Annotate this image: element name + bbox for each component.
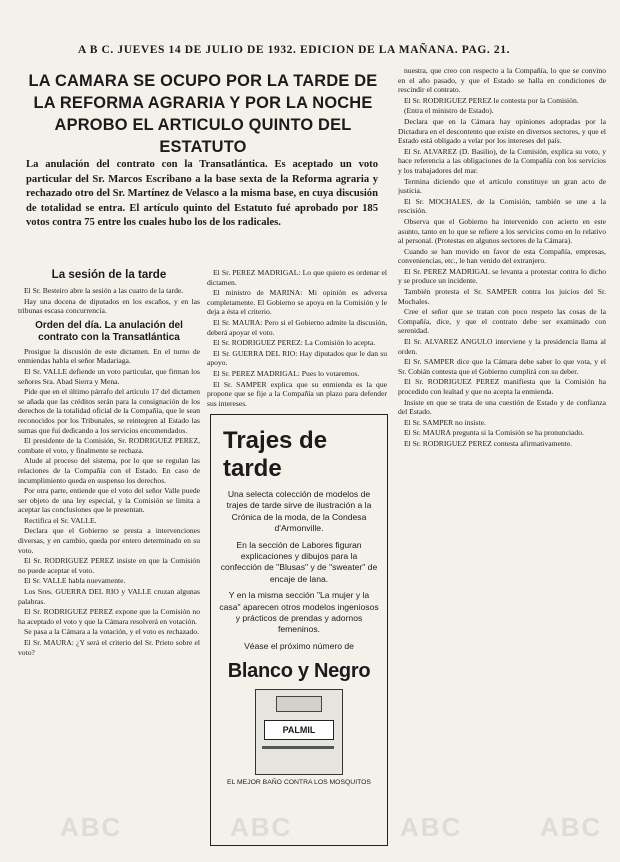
paragraph: El Sr. RODRIGUEZ PEREZ insiste en que la Comisión no puede aceptar el voto. <box>18 556 200 575</box>
ad-paragraph: Y en la misma sección "La mujer y la casa" aparecen otros modelos ingeniosos y prácticos de prendas y adornos femeninos. <box>219 590 379 635</box>
paragraph: El Sr. SAMPER no insiste. <box>404 417 486 427</box>
paragraph: El Sr. ALVAREZ (D. Basilio), de la Comisión, explica su voto, y hace referencia a las obligaciones de la Compañía con los servicios y los trabajadores del mar. <box>398 146 606 175</box>
paragraph: Por otra parte, entiende que el voto del señor Valle puede ser objeto de una ley especial, y la Comisión se limita a aceptar las conclusiones que le presentan. <box>18 486 200 515</box>
paragraph: Declara que el Gobierno se presta a intervenciones diversas, y en cambio, queda por entero determinado en su voto. <box>18 526 200 555</box>
paragraph: nuestra, que creo con respecto a la Compañía, lo que se convino en el año pasado, y que el Estado se halla en condiciones de rescindir el contrato. <box>398 66 606 95</box>
paragraph: El Sr. RODRIGUEZ PEREZ expone que la Comisión no ha aceptado el voto y que la Cámara resolverá en votación. <box>18 607 200 626</box>
paragraph: Cree el señor que se tratan con poco respeto las cosas de la Compañía, dice, y que el contrato debe ser examinado con serenidad. <box>398 307 606 336</box>
column-right <box>398 66 606 851</box>
abc-watermark: ABC <box>400 812 463 842</box>
product-band <box>262 746 334 749</box>
paragraph: Termina diciendo que el artículo constituye un gran acto de justicia. <box>398 176 606 196</box>
paragraph: Pide que en el último párrafo del artículo 17 del dictamen se añada que las créditos serán para la consignación de los derechos de la totalidad oficial de la Compañía, que le sean reconocidos por los Tribunales, se reintegren al Estado las sumas que fui dedicando a los servicios encomendados. <box>18 387 200 435</box>
ad-title: Trajes de tarde <box>223 427 328 482</box>
advertisement-box <box>210 414 388 846</box>
paragraph: Alude al proceso del sistema, por lo que se regulan las relaciones de la Compañía con el Estado. En caso de incumplimiento queda en suspenso los derechos. <box>18 456 200 485</box>
abc-watermark: ABC <box>230 812 293 842</box>
paragraph: El Sr. GUERRA DEL RIO: Hay diputados que le dan su apoyo. <box>207 348 387 368</box>
product-label: PALMIL <box>264 720 334 740</box>
paragraph: El Sr. PEREZ MADRIGAL: Pues lo votaremos. <box>213 368 360 378</box>
product-caption: EL MEJOR BAÑO CONTRA LOS MOSQUITOS <box>227 779 371 787</box>
paragraph: El Sr. SAMPER explica que su enmienda es la que propone que se fije a la Compañía un plazo para defender sus intereses. <box>207 379 387 408</box>
article-summary: La anulación del contrato con la Transatlántica. Es aceptado un voto particular del Sr. Marcos Escribano a la base sexta de la Reforma agraria y rechazado otro del Sr. Martínez de Velasco a la misma base, en cuya discusión de totalidad se entra. El artículo quinto del Estatuto fué aprobado por 185 votos contra 75 entre los cuales hubo los de los radicales. <box>26 159 378 229</box>
section-title: La sesión de la tarde <box>51 268 167 281</box>
paragraph: Declara que en la Cámara hay opiniones adoptadas por la Dictadura en el descontento que existe en diversos sectores, y que el Estado está obligado a velar por los intereses del país. <box>398 116 606 146</box>
paragraph: Prosigue la discusión de este dictamen. En el turno de enmiendas habla el señor Madariaga. <box>18 346 200 366</box>
product-box-image <box>255 689 343 775</box>
ad-cta: Véase el próximo número de <box>244 640 354 651</box>
paragraph: Se pasa a la Cámara a la votación, y el voto es rechazado. <box>24 627 200 637</box>
paragraph: Rectifica el Sr. VALLE. <box>24 515 97 525</box>
paragraph: Observa que el Gobierno ha intervenido con acierto en este asunto, tanto en lo que se refiere a los servicios como en lo relativo al personal. (Protestas en algunos sectores de la Cámara). <box>398 216 606 246</box>
abc-watermark: ABC <box>540 812 603 842</box>
paragraph: (Entra el ministro de Estado). <box>404 106 494 116</box>
paragraph: El Sr. RODRIGUEZ PEREZ manifiesta que la Comisión ha procedido con lealtad y que no acepta la enmienda. <box>398 377 606 396</box>
paragraph: Los Sres. GUERRA DEL RIO y VALLE cruzan algunas palabras. <box>18 587 200 606</box>
paragraph: El Sr. MAURA: Pero si el Gobierno admite la discusión, deberá apoyar el voto. <box>207 317 387 337</box>
ad-body <box>219 489 379 652</box>
paragraph: El Sr. MOCHALES, de la Comisión, también se une a la rescisión. <box>398 196 606 216</box>
paragraph: Cuando se han movido en favor de esta Compañía, empresas, conveniencias, etc., le han venido del extranjero. <box>398 246 606 266</box>
running-head: A B C. JUEVES 14 DE JULIO DE 1932. EDICION DE LA MAÑANA. PAG. 21. <box>78 44 511 56</box>
paragraph: El ministro de MARINA: Mi opinión es adversa completamente. El Gobierno se apoya en la Comisión y le deja a ésta el criterio. <box>207 288 387 317</box>
paragraph: El Sr. VALLE defiende un voto particular, que firman los señores Sra. Abad Sierra y Mena. <box>18 366 200 386</box>
paragraph: El presidente de la Comisión, Sr. RODRIGUEZ PEREZ, combate el voto, y finalmente se rechaza. <box>18 436 200 455</box>
main-headline: LA CAMARA SE OCUPO POR LA TARDE DE LA REFORMA AGRARIA Y POR LA NOCHE APROBO EL ARTICULO QUINTO DEL ESTATUTO <box>28 72 378 156</box>
paragraph: El Sr. SAMPER dice que la Cámara debe saber lo que vota, y el Sr. Cobián contesta que el Gobierno cumplirá con su deber. <box>398 357 606 376</box>
paragraph: El Sr. PEREZ MADRIGAL se levanta a protestar contra lo dicho y se produce un incidente. <box>398 266 606 286</box>
paragraph: También protesta el Sr. SAMPER contra los juicios del Sr. Mochales. <box>398 287 606 306</box>
abc-watermark: ABC <box>60 812 123 842</box>
paragraph: El Sr. RODRIGUEZ PEREZ le contesta por la Comisión. <box>404 95 579 105</box>
ad-paragraph: Una selecta colección de modelos de trajes de tarde sirve de ilustración a la Crónica de la moda, de la Condesa d'Armonville. <box>226 489 372 534</box>
paragraph: El Sr. ALVAREZ ANGULO interviene y la presidencia llama al orden. <box>398 337 606 356</box>
paragraph: El Sr. PEREZ MADRIGAL: Lo que quiero es ordenar el dictamen. <box>207 268 387 287</box>
paragraph: El Sr. RODRIGUEZ PEREZ contesta afirmativamente. <box>404 438 573 448</box>
paragraph: Hay una docena de diputados en los escaños, y en las tribunas escasa concurrencia. <box>18 296 200 316</box>
paragraph: El Sr. RODRIGUEZ PEREZ: La Comisión lo acepta. <box>213 338 376 348</box>
section-subtitle: Orden del día. La anulación del contrato con la Transatlántica <box>35 319 183 343</box>
paragraph: El Sr. VALLE habla nuevamente. <box>24 576 126 586</box>
paragraph: El Sr. MAURA pregunta si la Comisión se ha pronunciado. <box>404 428 584 438</box>
column-middle <box>207 268 387 408</box>
column-left <box>18 268 200 843</box>
paragraph: El Sr. Besteiro abre la sesión a las cuatro de la tarde. <box>24 286 184 295</box>
product-cap <box>276 696 322 712</box>
paragraph: Insiste en que se trata de una cuestión de Estado y de confianza del Estado. <box>398 397 606 417</box>
paragraph: El Sr. MAURA: ¿Y será el criterio del Sr. Prieto sobre el voto? <box>18 638 200 657</box>
ad-paragraph: En la sección de Labores figuran explicaciones y dibujos para la confección de "Blusas" y de "sweater" de encaje de lana. <box>220 539 378 584</box>
ad-brand: Blanco y Negro <box>227 660 371 683</box>
